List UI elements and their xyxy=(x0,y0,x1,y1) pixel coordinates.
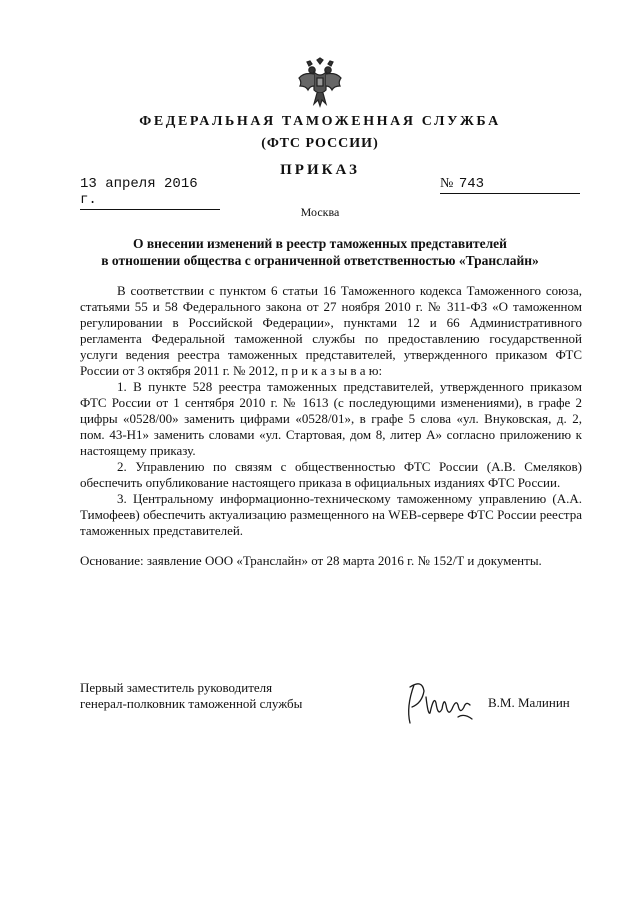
coat-of-arms-icon xyxy=(296,56,344,110)
number-sign: № xyxy=(440,176,454,191)
title-line-1: О внесении изменений в реестр таможенных представителей xyxy=(133,236,507,251)
document-body xyxy=(80,283,582,569)
order-item-3: 3. Центральному информационно-техническому таможенному управлению (А.А. Тимофеев) обеспечить актуализацию размещенного на WEB-сервере ФТС России реестра таможенных представителей. xyxy=(80,491,582,538)
number-value: 743 xyxy=(458,176,485,192)
position-line-1: Первый заместитель руководителя xyxy=(80,680,273,695)
document-title xyxy=(60,235,580,269)
document-number xyxy=(440,176,580,194)
order-item-2: 2. Управлению по связям с общественностью ФТС России (А.В. Смеляков) обеспечить опубликование настоящего приказа в официальных изданиях ФТС России. xyxy=(80,459,582,490)
document-city: Москва xyxy=(300,205,340,219)
intro-paragraph: В соответствии с пунктом 6 статьи 16 Таможенного кодекса Таможенного союза, статьями 55 и 58 Федерального закона от 27 ноября 2010 г. № 311-ФЗ «О таможенном регулировании в Российской Федерации», пунктами 12 и 66 Административного регламента Федеральной таможенной службы по предоставлению государственной услуги ведения реестра таможенных представителей, утвержденного приказом ФТС России от 3 октября 2011 г. № 2012, п р и к а з ы в а ю: xyxy=(80,283,582,378)
document-date: 13 апреля 2016 г. xyxy=(80,176,220,210)
spacer xyxy=(80,539,582,553)
order-item-1: 1. В пункте 528 реестра таможенных представителей, утвержденного приказом ФТС России от 1 сентября 2010 г. № 1613 (с последующими изменениями), в графе 2 цифры «0528/00» заменить цифрами «0528/01», в графе 5 слова «ул. Внуковская, д. 2, пом. 43-Н1» заменить словами «ул. Стартовая, дом 8, литер А» согласно приложению к настоящему приказу. xyxy=(80,379,582,458)
signer-name: В.М. Малинин xyxy=(488,695,570,710)
document-type: ПРИКАЗ xyxy=(280,162,360,178)
organization-name: ФЕДЕРАЛЬНАЯ ТАМОЖЕННАЯ СЛУЖБА xyxy=(139,114,501,129)
signatory-position xyxy=(80,680,302,712)
title-line-2: в отношении общества с ограниченной ответственностью «Транслайн» xyxy=(101,253,539,268)
handwritten-signature xyxy=(400,673,482,729)
basis-paragraph: Основание: заявление ООО «Транслайн» от 28 марта 2016 г. № 152/Т и документы. xyxy=(80,553,542,568)
organization-short-name: (ФТС РОССИИ) xyxy=(261,136,379,151)
position-line-2: генерал-полковник таможенной службы xyxy=(80,696,303,711)
